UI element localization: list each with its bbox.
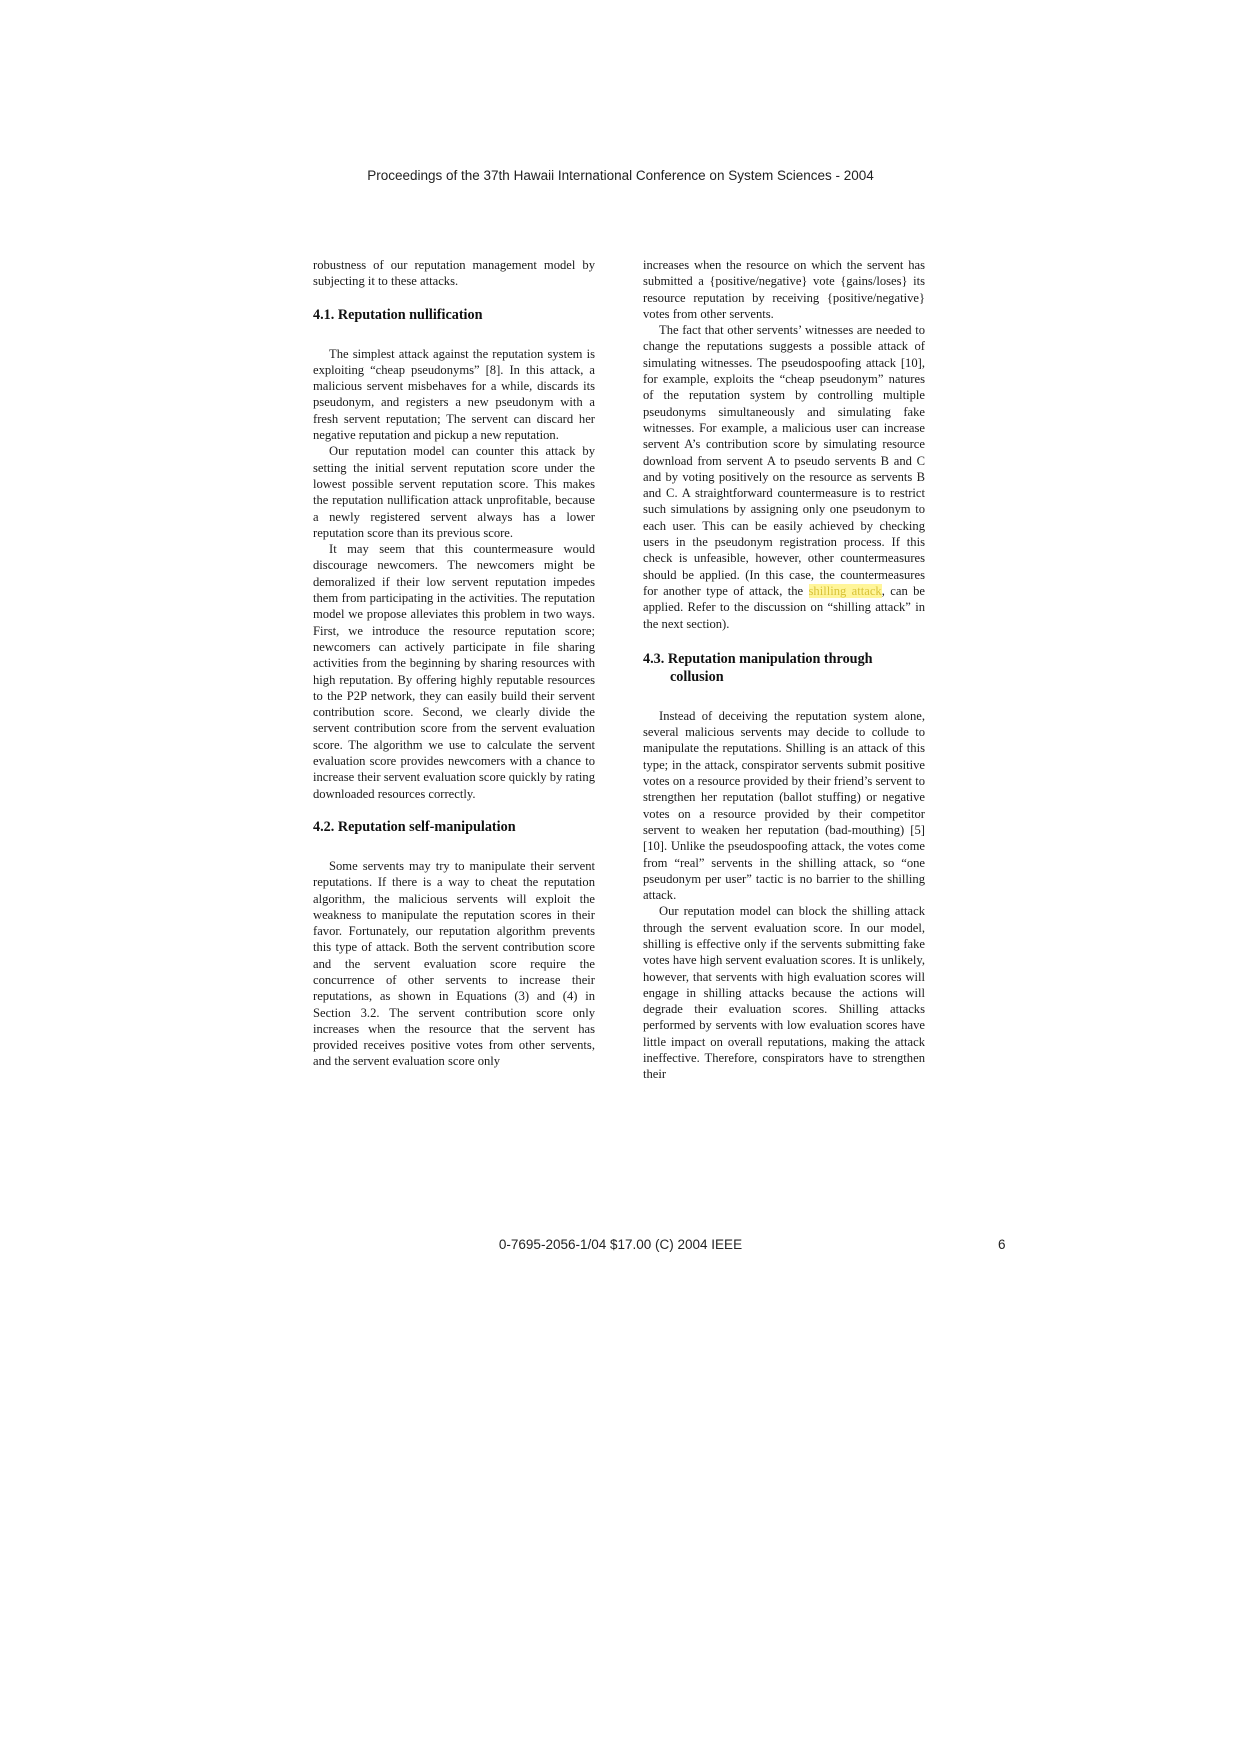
- paragraph-text: The fact that other servents’ witnesses are needed to change the reputations suggests a possible attack of simulating witnesses. The pseudospoofing attack [10], for example, exploits the “cheap pseudonym” natures of the reputation system by controlling multiple pseudonyms simultaneously and simulating fake witnesses. For example, a malicious user can increase servent A’s contribution score by simulating resource download from servent A to pseudo servents B and C and by voting positively on the resource as servents B and C. A straightforward countermeasure is to restrict such simulations by assigning only one pseudonym to each user. This can be easily achieved by checking users in the pseudonym registration process. If this check is unfeasible, however, other countermeasures should be applied. (In this case, the countermeasures for another type of attack, the: [643, 323, 925, 598]
- column-continuation: increases when the resource on which the servent has submitted a {positive/negative} vote {gains/loses} its resource reputation by receiving {positive/negative} votes from other servents.: [643, 258, 925, 321]
- pseudospoofing-paragraph: [643, 322, 925, 632]
- footer-identifier: 0-7695-2056-1/04 $17.00 (C) 2004 IEEE: [498, 1237, 743, 1252]
- paragraph: Instead of deceiving the reputation system alone, several malicious servents may decide to collude to manipulate the reputations. Shilling is an attack of this type; in the attack, conspirator servents submit positive votes on a resource provided by their friend’s servent to strengthen her reputation (ballot stuffing) or negative votes on a resource provided by their competitor servent to weaken her reputation (bad-mouthing) [5] [10]. Unlike the pseudospoofing attack, the votes come from “real” servents in the shilling attack, so “one pseudonym per user” tactic is no barrier to the shilling attack.: [643, 708, 925, 903]
- section-title: Reputation nullification: [337, 306, 483, 323]
- paragraph-text: , can be applied. Refer to the discussion on “shilling attack” in the next section).: [643, 583, 926, 631]
- section-number: 4.1.: [313, 306, 335, 323]
- section-4-1-heading: [313, 306, 595, 324]
- section-title: Reputation manipulation through collusion: [667, 650, 873, 685]
- left-column: [313, 257, 595, 1070]
- paragraph: Our reputation model can block the shilling attack through the servent evaluation score. In our model, shilling is effective only if the servents submitting fake votes have high servent evaluation scores. It is unlikely, however, that servents with high evaluation scores will engage in shilling attacks because the actions will degrade their evaluation scores. Shilling attacks performed by servents with low evaluation scores have little impact on overall reputations, making the attack ineffective. Therefore, conspirators have to strengthen their: [643, 904, 925, 1082]
- paragraph: It may seem that this countermeasure would discourage newcomers. The newcomers might be demoralized if their low servent reputation impedes them from participating in the activities. The reputation model we propose alleviates this problem in two ways. First, we introduce the resource reputation score; newcomers can actively participate in file sharing activities from the beginning by sharing resources with high reputation. By offering highly reputable resources to the P2P network, they can easily build their servent contribution score. Second, we clearly divide the servent contribution score from the servent evaluation score. The algorithm we use to calculate the servent evaluation score provides newcomers with a chance to increase their servent evaluation score quickly by rating downloaded resources correctly.: [313, 542, 595, 801]
- section-4-2-heading: [313, 818, 595, 836]
- page-number: 6: [998, 1237, 1006, 1252]
- section-number: 4.2.: [313, 818, 335, 835]
- paragraph: The simplest attack against the reputation system is exploiting “cheap pseudonyms” [8]. In this attack, a malicious servent misbehaves for a while, discards its pseudonym, and registers a new pseudonym with a fresh servent reputation; The servent can discard her negative reputation and pickup a new reputation.: [313, 346, 595, 443]
- section-title: Reputation self-manipulation: [337, 818, 516, 835]
- right-column: [643, 257, 925, 1083]
- highlighted-text: shilling attack: [808, 583, 882, 598]
- paragraph: Our reputation model can counter this attack by setting the initial servent reputation score under the lowest possible servent reputation score. This makes the reputation nullification attack unprofitable, because a newly registered servent always has a lower reputation score than its previous score.: [313, 444, 595, 540]
- intro-continuation: robustness of our reputation management model by subjecting it to these attacks.: [313, 258, 595, 289]
- section-number: 4.3.: [643, 650, 665, 667]
- running-header: Proceedings of the 37th Hawaii International Conference on System Sciences - 2004: [367, 168, 874, 183]
- section-4-3-heading: [643, 650, 925, 686]
- paragraph: Some servents may try to manipulate their servent reputations. If there is a way to cheat the reputation algorithm, the malicious servents will exploit the weakness to manipulate the reputation scores in their favor. Fortunately, our reputation algorithm prevents this type of attack. Both the servent contribution score and the servent evaluation score require the concurrence of other servents to increase their reputations, as shown in Equations (3) and (4) in Section 3.2. The servent contribution score only increases when the resource that the servent has provided receives positive votes from other servents, and the servent evaluation score only: [313, 858, 595, 1069]
